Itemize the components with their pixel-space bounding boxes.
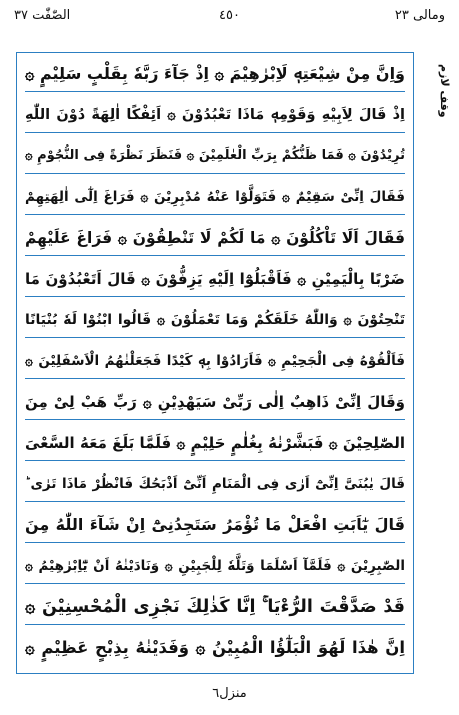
text-line: قَالَ يٰٓاَبَتِ افْعَلْ مَا تُؤْمَرُ سَتَجِدُنِىْٓ اِنْ شَآءَ اللّٰهُ مِنَ bbox=[25, 508, 405, 543]
text-line: وَاِنَّ مِنْ شِيْعَتِهٖ لَاِبْرٰهِيْمَ ۞ اِذْ جَآءَ رَبَّهٗ بِقَلْبٍ سَلِيْمٍ ۞ bbox=[25, 57, 405, 92]
text-line: فَقَالَ اِنِّىْ سَقِيْمٌ ۞ فَتَوَلَّوْا عَنْهُ مُدْبِرِيْنَ ۞ فَرَاغَ اِلٰٓى اٰلِهَتِهِمْ bbox=[25, 180, 405, 215]
text-line: قَدْ صَدَّقْتَ الرُّءْيَا ۚ اِنَّا كَذٰلِكَ نَجْزِى الْمُحْسِنِيْنَ ۞ bbox=[25, 590, 405, 625]
text-line: وَقَالَ اِنِّىْ ذَاهِبٌ اِلٰى رَبِّىْ سَيَهْدِيْنِ ۞ رَبِّ هَبْ لِىْ مِنَ bbox=[25, 385, 405, 420]
text-line: اِذْ قَالَ لِاَبِيْهِ وَقَوْمِهٖ مَاذَا تَعْبُدُوْنَ ۞ اَئِفْكًا اٰلِهَةً دُوْنَ اللّٰهِ bbox=[25, 98, 405, 133]
text-line: ضَرْبًا بِالْيَمِيْنِ ۞ فَاَقْبَلُوْٓا اِلَيْهِ يَزِفُّوْنَ ۞ قَالَ اَتَعْبُدُوْنَ مَا bbox=[25, 262, 405, 297]
juz-label: ومالی ٢٣ bbox=[394, 8, 445, 23]
manzil-footer: منزل٦ bbox=[212, 686, 247, 701]
text-line: الصّٰبِرِيْنَ ۞ فَلَمَّآ اَسْلَمَا وَتَلَّهٗ لِلْجَبِيْنِ ۞ وَنَادَيْنٰهُ اَنْ يّٰٓاِبْرٰهِيْمُ ۞ bbox=[25, 549, 405, 584]
page-header bbox=[14, 6, 445, 28]
margin-note: وقف لازم bbox=[438, 64, 451, 118]
text-line: تُرِيْدُوْنَ ۞ فَمَا ظَنُّكُمْ بِرَبِّ الْعٰلَمِيْنَ ۞ فَنَظَرَ نَظْرَةً فِى النُّجُوْمِ ۞ bbox=[25, 139, 405, 174]
text-line: فَقَالَ اَلَا تَاْكُلُوْنَ ۞ مَا لَكُمْ لَا تَنْطِقُوْنَ ۞ فَرَاغَ عَلَيْهِمْ bbox=[25, 221, 405, 256]
text-line: اِنَّ هٰذَا لَهُوَ الْبَلٰٓؤُا الْمُبِيْنُ ۞ وَفَدَيْنٰهُ بِذِبْحٍ عَظِيْمٍ ۞ bbox=[25, 638, 405, 657]
text-line: فَاَلْقُوْهُ فِى الْجَحِيْمِ ۞ فَاَرَادُوْا بِهٖ كَيْدًا فَجَعَلْنٰهُمُ الْاَسْفَلِيْنَ ۞ bbox=[25, 344, 405, 379]
page-number: ٤٥٠ bbox=[219, 8, 240, 23]
text-line: قَالَ يٰبُنَىَّ اِنِّىْٓ اَرٰى فِى الْمَنَامِ اَنِّىْٓ اَذْبَحُكَ فَانْظُرْ مَاذَا تَرٰى ؕ bbox=[25, 467, 405, 502]
text-line: الصّٰلِحِيْنَ ۞ فَبَشَّرْنٰهُ بِغُلٰمٍ حَلِيْمٍ ۞ فَلَمَّا بَلَغَ مَعَهُ السَّعْىَ bbox=[25, 426, 405, 461]
text-line: تَنْحِتُوْنَ ۞ وَاللّٰهُ خَلَقَكُمْ وَمَا تَعْمَلُوْنَ ۞ قَالُوا ابْنُوْا لَهٗ بُنْيَانًا bbox=[25, 303, 405, 338]
text-frame bbox=[16, 52, 414, 674]
surah-label: الصّٰفّٰت ٣٧ bbox=[14, 8, 71, 23]
